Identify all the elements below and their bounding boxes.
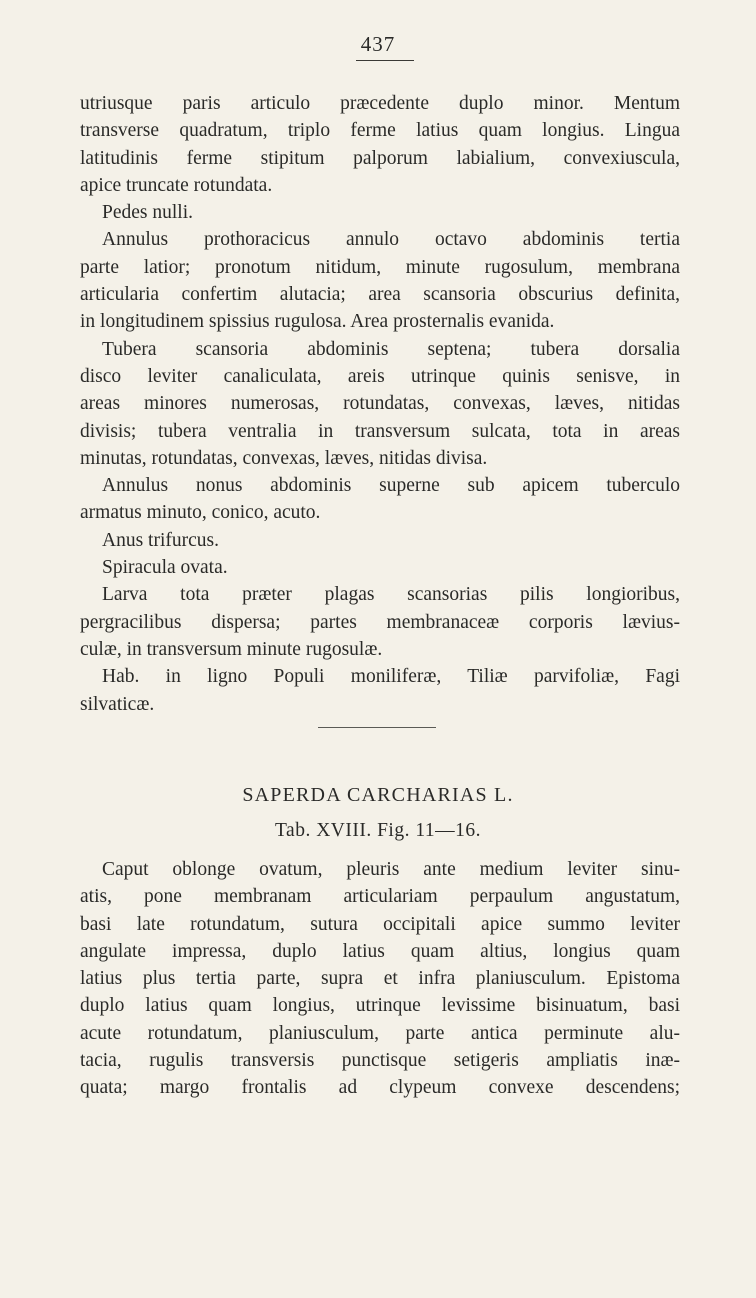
text-line: Hab. in ligno Populi moniliferæ, Tiliæ parvifoliæ, Fagi [102, 666, 680, 688]
text-line: Caput oblonge ovatum, pleuris ante medium leviter sinu- [102, 859, 680, 880]
text-line: acute rotundatum, planiusculum, parte antica perminute alu- [80, 1022, 680, 1044]
text-line: basi late rotundatum, sutura occipitali apice summo leviter [80, 913, 680, 935]
text-line: culæ, in transversum minute rugosulæ. [80, 638, 383, 660]
text-line: atis, pone membranam articulariam perpaulum angustatum, [80, 886, 680, 908]
text-line: tacia, rugulis transversis punctisque setigeris ampliatis inæ- [80, 1050, 680, 1072]
text-line: divisis; tubera ventralia in transversum sulcata, tota in areas [80, 420, 680, 442]
text-line: Annulus prothoracicus annulo octavo abdominis tertia [102, 229, 680, 251]
page-number: 437 [360, 32, 396, 56]
plate-reference: Tab. XVIII. Fig. 11—16. [274, 820, 481, 841]
text-line: apice truncate rotundata. [80, 174, 273, 196]
text-line: Anus trifurcus. [102, 529, 219, 551]
text-line: quata; margo frontalis ad clypeum convexe descendens; [80, 1077, 680, 1099]
text-line: angulate impressa, duplo latius quam altius, longius quam [80, 940, 680, 962]
larva-description-continued [80, 90, 680, 718]
text-line: Spiracula ovata. [102, 557, 228, 579]
text-line: utriusque paris articulo præcedente duplo minor. Mentum [80, 93, 680, 114]
text-line: latitudinis ferme stipitum palporum labialium, convexiuscula, [80, 147, 680, 169]
text-line: Larva tota præter plagas scansorias pilis longioribus, [102, 584, 680, 606]
text-line: articularia confertim alutacia; area scansoria obscurius definita, [80, 284, 680, 306]
text-line: disco leviter canaliculata, areis utrinque quinis senisve, in [80, 365, 680, 387]
text-line: duplo latius quam longius, utrinque levissime bisinuatum, basi [80, 995, 680, 1017]
text-line: armatus minuto, conico, acuto. [80, 502, 321, 524]
page-number-underline [356, 60, 414, 61]
species-heading: SAPERDA CARCHARIAS L. [242, 784, 514, 806]
text-line: Pedes nulli. [102, 202, 193, 224]
text-line: in longitudinem spissius rugulosa. Area prosternalis evanida. [80, 311, 555, 333]
text-line: minutas, rotundatas, convexas, læves, nitidas divisa. [80, 447, 488, 469]
section-divider [318, 727, 436, 728]
head-description [80, 856, 680, 1102]
text-line: latius plus tertia parte, supra et infra planiusculum. Epistoma [80, 968, 680, 990]
text-line: parte latior; pronotum nitidum, minute rugosulum, membrana [80, 256, 680, 278]
text-line: areas minores numerosas, rotundatas, convexas, læves, nitidas [80, 393, 680, 415]
text-line: silvaticæ. [80, 693, 155, 715]
text-line: pergracilibus dispersa; partes membranaceæ corporis lævius- [80, 611, 680, 633]
text-line: Annulus nonus abdominis superne sub apicem tuberculo [102, 475, 680, 497]
text-line: Tubera scansoria abdominis septena; tubera dorsalia [102, 338, 680, 360]
text-line: transverse quadratum, triplo ferme latius quam longius. Lingua [80, 120, 680, 142]
